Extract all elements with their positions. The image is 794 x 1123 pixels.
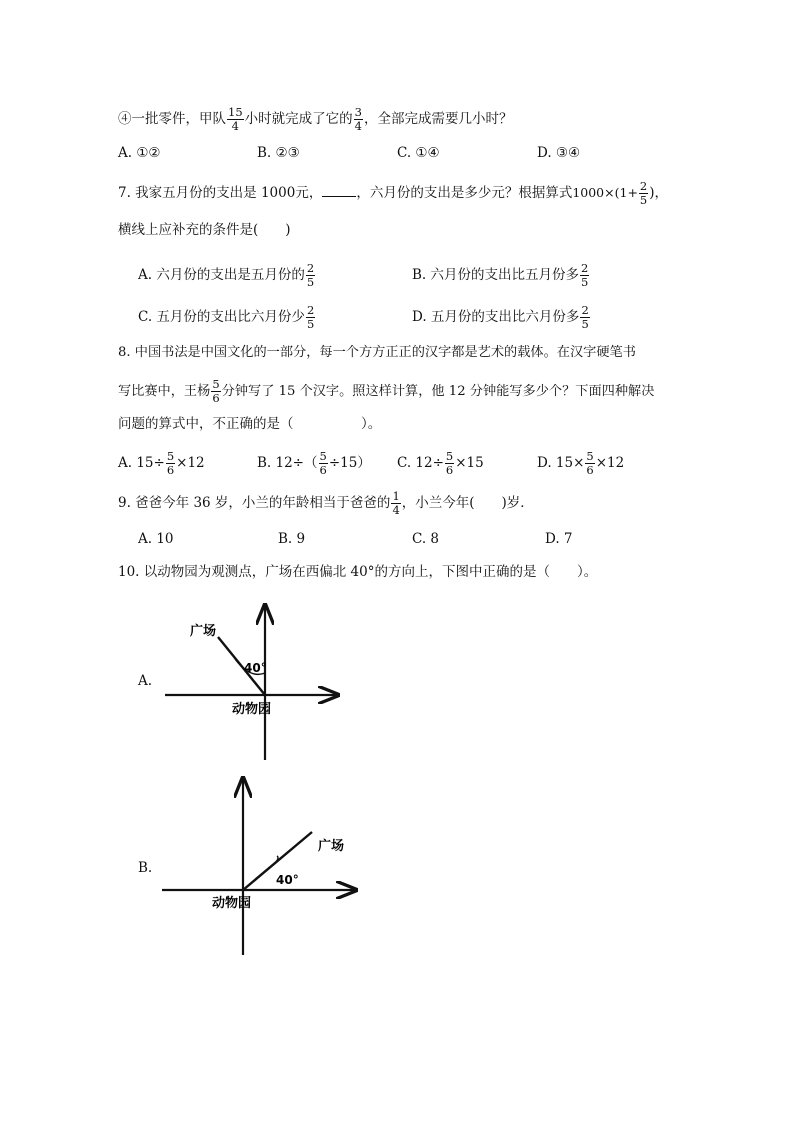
angle-label: 40° — [276, 873, 299, 887]
fraction: $\frac{2}{5}$ — [581, 261, 589, 289]
fraction: $\frac{1}{4}$ — [392, 489, 400, 517]
q7-option-c: C. 五月份的支出比六月份少 $\frac{2}{5}$ — [138, 303, 315, 331]
q6-item4 — [118, 106, 512, 133]
q9-option-a: A. 10 — [138, 531, 174, 547]
q8-line2: 写比赛中，王杨 $\frac{5}{6}$ 分钟写了 15 个汉字。照这样计算，他 12 分钟能写多少个？下面四种解决 — [118, 377, 655, 405]
q7-option-b: B. 六月份的支出比五月份多 $\frac{2}{5}$ — [412, 261, 589, 289]
fraction: $\frac{15}{4}$ — [228, 105, 243, 133]
angle-arc — [274, 856, 278, 864]
q8-option-c: C. 12÷ $\frac{5}{6}$ ×15 — [397, 449, 484, 477]
fraction: $\frac{2}{5}$ — [306, 303, 315, 331]
q6-item4-text: ，全部完成需要几小时？ — [363, 111, 513, 127]
q6-option-b: B. ②③ — [257, 145, 300, 161]
q7-option-d: D. 五月份的支出比六月份多 $\frac{2}{5}$ — [412, 303, 589, 331]
fraction: $\frac{5}{6}$ — [319, 449, 327, 477]
q10-option-a-diagram — [150, 595, 360, 770]
target-label: 广场 — [318, 839, 345, 854]
fraction: $\frac{2}{5}$ — [581, 303, 589, 331]
fraction: $\frac{2}{5}$ — [639, 179, 648, 207]
fraction: $\frac{5}{6}$ — [445, 449, 454, 477]
q6-option-d: D. ③④ — [537, 145, 581, 161]
q9-option-d: D. 7 — [545, 531, 573, 547]
q6-item4-text: 小时就完成了它的 — [244, 111, 353, 127]
q9-option-b: B. 9 — [278, 531, 306, 547]
q8-option-a: A. 15÷ $\frac{5}{6}$ ×12 — [118, 449, 205, 477]
q6-item4-text: ④一批零件，甲队 — [118, 111, 226, 127]
target-label: 广场 — [190, 624, 217, 639]
formula: 1000×(1+ — [572, 185, 638, 200]
q9-question: 9. 爸爸今年 36 岁，小兰的年龄相当于爸爸的 $\frac{1}{4}$ ，小兰今年( )岁． — [118, 489, 534, 517]
origin-label: 动物园 — [232, 702, 272, 717]
q10-option-a-label: A. — [138, 673, 153, 689]
q9-option-c: C. 8 — [412, 531, 440, 547]
q8-line3: 问题的算式中，不正确的是（ ）。 — [118, 416, 382, 432]
fraction: $\frac{5}{6}$ — [586, 449, 594, 477]
fraction: $\frac{3}{4}$ — [354, 105, 362, 133]
answer-blank — [322, 184, 356, 197]
fraction: $\frac{5}{6}$ — [166, 449, 175, 477]
q7-question: 7. 我家五月份的支出是 1000元， ，六月份的支出是多少元？根据算式1000×(1+ $\frac{2}{5}$ )， — [118, 179, 669, 207]
q8-option-d: D. 15× $\frac{5}{6}$ ×12 — [537, 449, 625, 477]
q8-option-b: B. 12÷（ $\frac{5}{6}$ ÷15） — [257, 449, 371, 477]
origin-label: 动物园 — [212, 896, 252, 911]
q6-option-a: A. ①② — [118, 145, 161, 161]
q7-line2: 横线上应补充的条件是( ) — [118, 222, 291, 238]
fraction: $\frac{5}{6}$ — [212, 377, 220, 405]
q6-option-c: C. ①④ — [397, 145, 440, 161]
q10-option-b-diagram — [150, 770, 370, 960]
q7-option-a: A. 六月份的支出是五月份的 $\frac{2}{5}$ — [138, 261, 315, 289]
q8-line1: 8. 中国书法是中国文化的一部分，每一个方方正正的汉字都是艺术的载体。在汉字硬笔书 — [118, 345, 636, 360]
q10-question: 10. 以动物园为观测点，广场在西偏北 40°的方向上，下图中正确的是（ ）。 — [118, 564, 598, 580]
fraction: $\frac{2}{5}$ — [306, 261, 315, 289]
angle-label: 40° — [244, 661, 267, 675]
q10-option-b-label: B. — [138, 860, 153, 876]
